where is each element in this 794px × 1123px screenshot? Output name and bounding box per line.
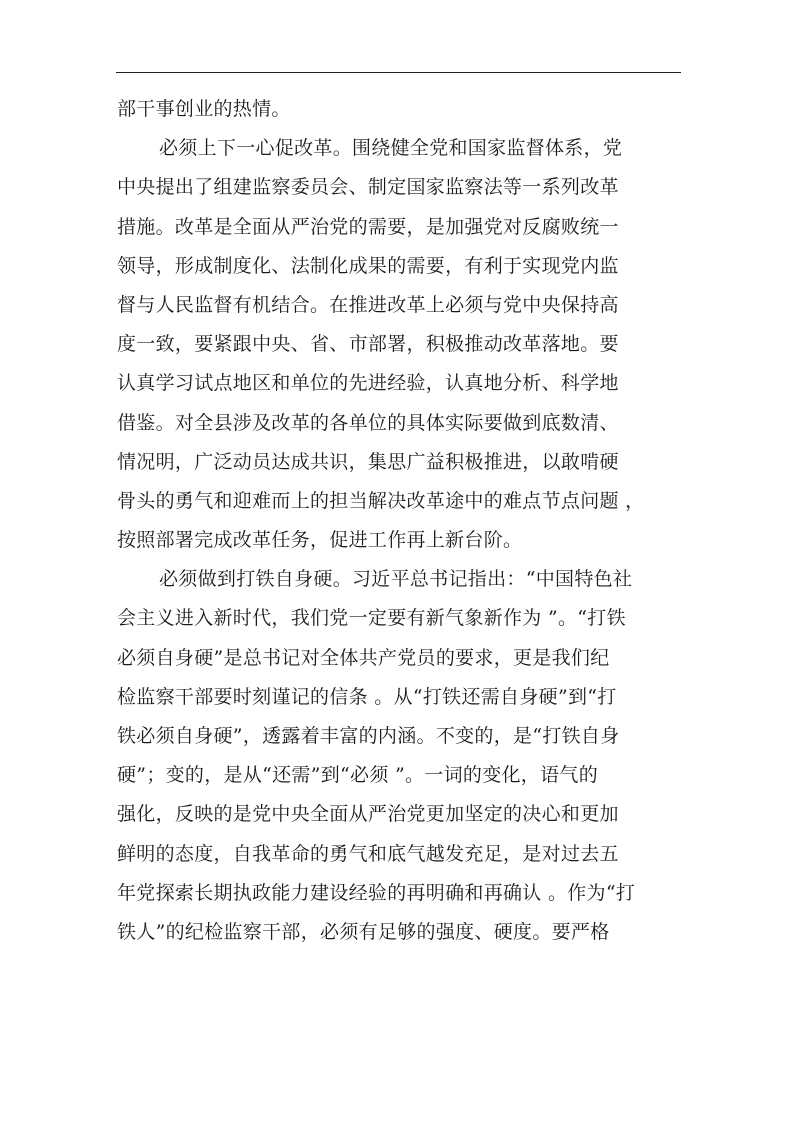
text-line: 强化，反映的是党中央全面从严治党更加坚定的决心和更加: [117, 803, 619, 826]
paragraph-first-line: 必须上下一心促改革。围绕健全党和国家监督体系，党: [159, 137, 623, 160]
paragraph-first-line: 必须做到打铁自身硬。习近平总书记指出：“中国特色社: [159, 568, 633, 591]
text-line: 铁人”的纪检监察干部，必须有足够的强度、硬度。要严格: [117, 920, 610, 943]
text-line: 部干事创业的热情。: [117, 98, 291, 120]
text-line: 情况明，广泛动员达成共识，集思广益积极推进，以敢啃硬: [117, 450, 619, 473]
text-line: 年党探索长期执政能力建设经验的再明确和再确认 。作为“打: [117, 881, 636, 904]
body-text: [117, 90, 687, 952]
header-rule: [116, 72, 681, 73]
text-line: 硬”；变的，是从“还需”到“必须 ”。一词的变化，语气的: [117, 764, 599, 787]
text-line: 鲜明的态度，自我革命的勇气和底气越发充足，是对过去五: [117, 842, 619, 865]
text-line: 按照部署完成改革任务，促进工作再上新台阶。: [117, 529, 523, 552]
text-line: 必须自身硬”是总书记对全体共产党员的要求，更是我们纪: [117, 646, 610, 669]
text-line: 检监察干部要时刻谨记的信条 。从“打铁还需自身硬”到“打: [117, 685, 617, 708]
text-line: 会主义进入新时代，我们党一定要有新气象新作为 ”。“打铁: [117, 607, 626, 630]
text-line: 骨头的勇气和迎难而上的担当解决改革途中的难点节点问题 ，: [117, 489, 645, 512]
text-line: 借鉴。对全县涉及改革的各单位的具体实际要做到底数清、: [117, 411, 619, 434]
text-line: 督与人民监督有机结合。在推进改革上必须与党中央保持高: [117, 293, 619, 316]
text-line: 认真学习试点地区和单位的先进经验，认真地分析、科学地: [117, 372, 619, 395]
text-line: 措施。改革是全面从严治党的需要，是加强党对反腐败统一: [117, 215, 619, 238]
text-line: 领导，形成制度化、法制化成果的需要，有利于实现党内监: [117, 254, 619, 277]
text-line: 中央提出了组建监察委员会、制定国家监察法等一系列改革: [117, 176, 619, 199]
text-line: 度一致，要紧跟中央、省、市部署，积极推动改革落地。要: [117, 333, 619, 356]
text-line: 铁必须自身硬”，透露着丰富的内涵。不变的，是“打铁自身: [117, 725, 620, 747]
